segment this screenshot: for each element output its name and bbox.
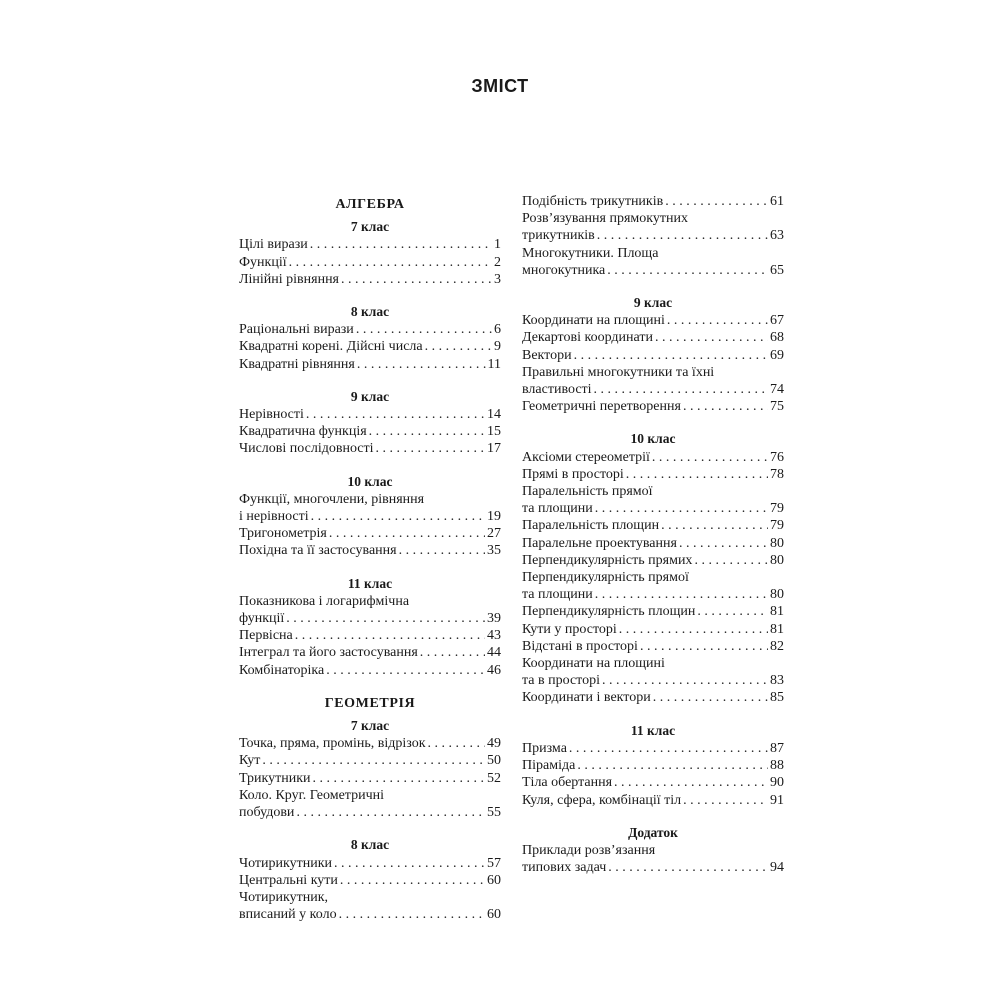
page-number: 91 [770, 792, 784, 808]
page-number: 11 [487, 356, 501, 372]
dot-leader [602, 672, 768, 689]
toc-entry[interactable] [239, 338, 501, 355]
page-number: 69 [770, 347, 784, 363]
toc-entry-title: Координати і вектори [522, 690, 651, 706]
toc-entry-title-line: Чотирикутник, [239, 889, 329, 905]
toc-entry-title-line: Показникова і логарифмічна [239, 593, 410, 609]
toc-entry-title: трикутників [522, 228, 595, 244]
toc-entry-title: Паралельність площин [522, 518, 660, 534]
grade-heading: 7 клас [350, 718, 390, 734]
dot-leader [595, 500, 768, 517]
spacer [239, 288, 501, 298]
dot-leader [683, 792, 768, 809]
page-number: 2 [494, 254, 501, 270]
toc-entry[interactable] [522, 329, 784, 346]
toc-entry-title: Квадратична функція [239, 424, 367, 440]
toc-entry-title: Цілі вирази [239, 237, 308, 253]
page-number: 52 [487, 770, 501, 786]
toc-entry-title-line: Коло. Круг. Геометричні [239, 787, 385, 803]
toc-entry[interactable] [239, 627, 501, 644]
grade-heading: 10 клас [630, 431, 676, 447]
dot-leader [614, 774, 768, 791]
toc-entry[interactable] [522, 655, 784, 689]
toc-entry-title: Лінійні рівняння [239, 271, 339, 287]
page-number: 87 [770, 740, 784, 756]
toc-entry[interactable] [522, 535, 784, 552]
toc-entry[interactable] [522, 449, 784, 466]
page-number: 85 [770, 690, 784, 706]
toc-entry-title: Похідна та її застосування [239, 543, 397, 559]
grade-heading: 10 клас [347, 473, 393, 489]
toc-entry-title-line: Правильні многокутники та їхні [522, 364, 715, 380]
toc-entry-title: властивості [522, 382, 592, 398]
dot-leader [595, 586, 768, 603]
dot-leader [313, 770, 485, 787]
page-number: 50 [487, 753, 501, 769]
toc-entry-title: Комбінаторіка [239, 662, 325, 678]
toc-entry-title: вписаний у коло [239, 907, 337, 923]
dot-leader [295, 627, 485, 644]
toc-entry[interactable] [522, 245, 784, 279]
page-title: ЗМІСТ [471, 76, 529, 96]
toc-entry[interactable] [239, 662, 501, 679]
toc-entry-title: Вектори [522, 347, 572, 363]
toc-entry[interactable] [239, 752, 501, 769]
dot-leader [640, 638, 768, 655]
spacer [239, 458, 501, 468]
page-number: 1 [494, 237, 501, 253]
dot-leader [399, 542, 485, 559]
page-number: 79 [770, 518, 784, 534]
dot-leader [574, 347, 768, 364]
toc-entry[interactable] [239, 855, 501, 872]
toc-entry[interactable] [239, 236, 501, 253]
dot-leader [619, 621, 768, 638]
section-heading: АЛГЕБРА [335, 197, 405, 212]
spacer [239, 373, 501, 383]
toc-entry[interactable] [522, 193, 784, 210]
toc-entry-title: Точка, пряма, промінь, відрізок [239, 736, 426, 752]
toc-entry[interactable] [522, 569, 784, 603]
toc-entry[interactable] [522, 792, 784, 809]
page-number: 49 [487, 736, 501, 752]
toc-entry-title: типових задач [522, 860, 607, 876]
dot-leader [420, 644, 485, 661]
toc-entry-title: Нерівності [239, 407, 304, 423]
page-number: 43 [487, 628, 501, 644]
toc-entry[interactable] [522, 774, 784, 791]
toc-entry[interactable] [239, 525, 501, 542]
page-number: 80 [770, 535, 784, 551]
toc-entry[interactable] [239, 356, 501, 373]
dot-leader [262, 752, 485, 769]
dot-leader [356, 321, 492, 338]
toc-entry-title: Первісна [239, 628, 293, 644]
toc-entry[interactable] [522, 364, 784, 398]
toc-entry[interactable] [522, 312, 784, 329]
dot-leader [626, 466, 768, 483]
page-number: 15 [487, 424, 501, 440]
page-number: 27 [487, 526, 501, 542]
page-number: 35 [487, 543, 501, 559]
grade-heading: 8 клас [350, 304, 390, 320]
dot-leader [310, 236, 492, 253]
toc-entry[interactable] [239, 271, 501, 288]
dot-leader [286, 610, 485, 627]
grade-heading: Додаток [628, 824, 678, 840]
toc-entry-title-line: Функції, многочлени, рівняння [239, 491, 425, 507]
toc-entry-title: Тригонометрія [239, 526, 327, 542]
dot-leader [306, 406, 485, 423]
dot-leader [594, 381, 768, 398]
dot-leader [311, 508, 485, 525]
toc-column-left [239, 190, 501, 923]
page-number: 75 [770, 399, 784, 415]
spacer [522, 279, 784, 289]
dot-leader [608, 859, 768, 876]
page-number: 3 [494, 271, 501, 287]
toc-entry[interactable] [522, 638, 784, 655]
toc-entry-title-line: Координати на площині [522, 656, 665, 672]
toc-entry[interactable] [522, 842, 784, 876]
page-number: 57 [487, 855, 501, 871]
toc-entry[interactable] [239, 735, 501, 752]
page-number: 61 [770, 194, 784, 209]
page-number: 63 [770, 228, 784, 244]
page-number: 88 [770, 758, 784, 774]
toc-entry[interactable] [522, 689, 784, 706]
toc-entry-title: Інтеграл та його застосування [239, 645, 418, 661]
page-number: 83 [770, 673, 784, 689]
toc-entry-title: Раціональні вирази [239, 322, 354, 338]
toc-entry-title: Паралельне проектування [522, 535, 677, 551]
grade-heading: 11 клас [630, 722, 676, 738]
page-number: 6 [494, 322, 501, 338]
toc-entry[interactable] [239, 644, 501, 661]
toc-entry[interactable] [522, 347, 784, 364]
toc-entry-title-line: Многокутники. Площа [522, 245, 659, 261]
page-number: 81 [770, 621, 784, 637]
dot-leader [339, 906, 485, 923]
toc-entry[interactable] [239, 321, 501, 338]
page-number: 39 [487, 611, 501, 627]
toc-entry-title: Чотирикутники [239, 855, 333, 871]
dot-leader [334, 855, 485, 872]
page-number: 76 [770, 449, 784, 465]
page-number: 14 [487, 407, 501, 423]
dot-leader [653, 689, 768, 706]
spacer [239, 560, 501, 570]
dot-leader [655, 329, 768, 346]
toc-entry-title: Функції [239, 254, 287, 270]
toc-entry[interactable] [522, 466, 784, 483]
page-number: 9 [494, 339, 501, 355]
toc-entry-title: побудови [239, 805, 295, 821]
page-number: 46 [487, 662, 501, 678]
dot-leader [577, 757, 768, 774]
page-number: 60 [487, 907, 501, 923]
page-number: 65 [770, 262, 784, 278]
toc-entry-title: та площини [522, 501, 593, 517]
page-number: 80 [770, 552, 784, 568]
toc-entry[interactable] [522, 552, 784, 569]
toc-entry-title: Подібність трикутників [522, 194, 664, 209]
toc-entry[interactable] [239, 593, 501, 627]
page-number: 78 [770, 466, 784, 482]
toc-entry-title: і нерівності [239, 509, 309, 525]
toc-entry-title: та в просторі [522, 673, 600, 689]
dot-leader [326, 662, 485, 679]
dot-leader [683, 398, 768, 415]
dot-leader [597, 227, 768, 244]
toc-entry[interactable] [522, 603, 784, 620]
page-number: 67 [770, 313, 784, 329]
toc-entry-title: функції [239, 611, 285, 627]
toc-entry-title: Геометричні перетворення [522, 399, 681, 415]
toc-entry-title: Відстані в просторі [522, 638, 638, 654]
toc-entry-title: Призма [522, 740, 567, 756]
page-number: 79 [770, 501, 784, 517]
toc-entry[interactable] [239, 542, 501, 559]
dot-leader [425, 338, 492, 355]
toc-entry-title: Піраміда [522, 758, 576, 774]
page-number: 82 [770, 638, 784, 654]
page-number: 74 [770, 382, 784, 398]
toc-entry[interactable] [239, 254, 501, 271]
grade-heading: 8 клас [350, 837, 390, 853]
dot-leader [667, 312, 768, 329]
dot-leader [357, 356, 486, 373]
grade-heading: 11 клас [347, 575, 393, 591]
dot-leader [428, 735, 485, 752]
toc-entry[interactable] [239, 406, 501, 423]
dot-leader [340, 872, 485, 889]
toc-entry[interactable] [522, 621, 784, 638]
dot-leader [341, 271, 492, 288]
toc-entry-title: Перпендикулярність площин [522, 604, 696, 620]
spacer [522, 707, 784, 717]
toc-entry[interactable] [239, 423, 501, 440]
toc-entry-title: Перпендикулярність прямих [522, 552, 693, 568]
toc-entry-title: Квадратні рівняння [239, 356, 355, 372]
toc-entry-title: Декартові координати [522, 330, 653, 346]
toc-entry-title: многокутника [522, 262, 606, 278]
dot-leader [369, 423, 485, 440]
page-number: 19 [487, 509, 501, 525]
toc-entry-title-line: Розв’язування прямокутних [522, 211, 688, 227]
spacer [239, 821, 501, 831]
toc-entry[interactable] [522, 757, 784, 774]
dot-leader [652, 449, 768, 466]
grade-heading: 9 клас [350, 388, 390, 404]
spacer [239, 679, 501, 689]
toc-entry-title: Аксіоми стереометрії [522, 449, 650, 465]
toc-entry[interactable] [522, 210, 784, 244]
page-number: 60 [487, 872, 501, 888]
toc-entry-title: Числові послідовності [239, 441, 374, 457]
dot-leader [679, 535, 768, 552]
toc-entry[interactable] [522, 398, 784, 415]
toc-entry[interactable] [239, 787, 501, 821]
dot-leader [607, 262, 768, 279]
dot-leader [661, 517, 768, 534]
toc-entry-title: Центральні кути [239, 872, 338, 888]
page-number: 94 [770, 860, 784, 876]
spacer [522, 415, 784, 425]
dot-leader [694, 552, 768, 569]
grade-heading: 9 клас [633, 295, 673, 311]
toc-entry-title: Куля, сфера, комбінації тіл [522, 792, 682, 808]
dot-leader [697, 603, 768, 620]
toc-entry[interactable] [239, 889, 501, 923]
toc-entry-title: Кут [239, 753, 261, 769]
toc-entry-title: Трикутники [239, 770, 311, 786]
toc-entry-title: Прямі в просторі [522, 466, 624, 482]
page-number: 44 [487, 645, 501, 661]
toc-entry-title: Кути у просторі [522, 621, 617, 637]
dot-leader [296, 804, 485, 821]
dot-leader [569, 740, 768, 757]
toc-entry[interactable] [239, 872, 501, 889]
toc-entry[interactable] [522, 483, 784, 517]
toc-entry-title: Тіла обертання [522, 775, 613, 791]
toc-entry-title: Координати на площині [522, 313, 665, 329]
page-number: 81 [770, 604, 784, 620]
toc-entry[interactable] [239, 770, 501, 787]
toc-entry-title: та площини [522, 587, 593, 603]
dot-leader [329, 525, 485, 542]
dot-leader [289, 254, 492, 271]
toc-entry[interactable] [239, 440, 501, 457]
toc-entry-title-line: Приклади розв’язання [522, 842, 656, 858]
toc-entry-title-line: Перпендикулярність прямої [522, 570, 689, 586]
page-number: 80 [770, 587, 784, 603]
toc-entry[interactable] [239, 491, 501, 525]
page-number: 90 [770, 775, 784, 791]
page-number: 17 [487, 441, 501, 457]
toc-entry[interactable] [522, 517, 784, 534]
dot-leader [376, 440, 485, 457]
page-number: 68 [770, 330, 784, 346]
toc-entry[interactable] [522, 740, 784, 757]
spacer [522, 809, 784, 819]
toc-entry-title-line: Паралельність прямої [522, 484, 653, 500]
section-heading: ГЕОМЕТРІЯ [324, 695, 416, 711]
page-number: 55 [487, 805, 501, 821]
grade-heading: 7 клас [350, 219, 390, 235]
toc-entry-title: Квадратні корені. Дійсні числа [239, 339, 423, 355]
dot-leader [665, 193, 768, 210]
toc-column-right [522, 193, 784, 876]
